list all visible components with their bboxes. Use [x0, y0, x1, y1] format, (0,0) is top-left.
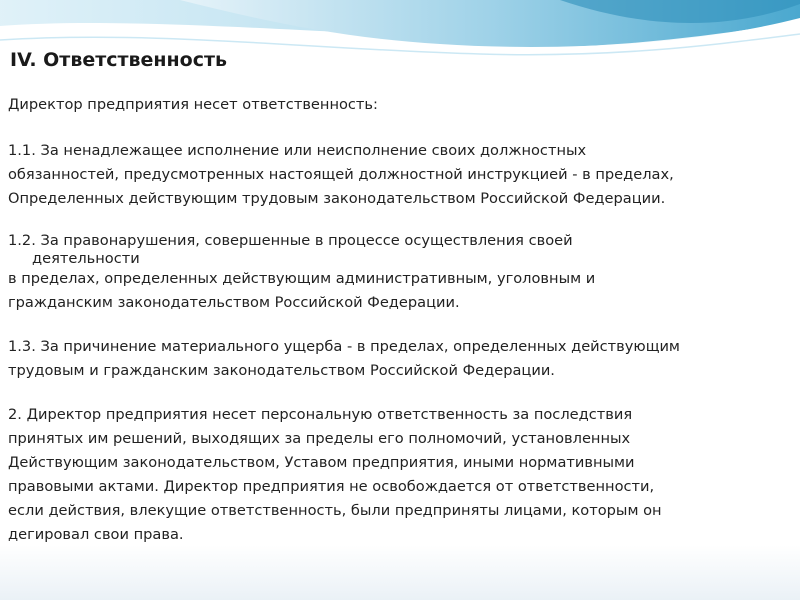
item-1-3-line: 1.3. За причинение материального ущерба - в пределах, определенных действующим: [8, 338, 680, 355]
item-1-2-line: гражданским законодательством Российской Федерации.: [8, 294, 460, 311]
slide-body: [8, 93, 798, 547]
item-1-1-line: обязанностей, предусмотренных настоящей должностной инструкцией - в пределах,: [8, 166, 674, 183]
item-2-line: правовыми актами. Директор предприятия не освобождается от ответственности,: [8, 478, 655, 495]
item-1-2-line: деятельности: [32, 250, 140, 267]
item-1-2-line: 1.2. За правонарушения, совершенные в процессе осуществления своей: [8, 232, 573, 249]
intro-text: Директор предприятия несет ответственность:: [8, 96, 378, 113]
item-2-line: 2. Директор предприятия несет персональную ответственность за последствия: [8, 406, 633, 423]
decorative-bottom-shade: [0, 545, 800, 600]
item-2-line: дегировал свои права.: [8, 526, 184, 543]
item-1-1-line: 1.1. За ненадлежащее исполнение или неисполнение своих должностных: [8, 142, 587, 159]
item-1-1-line: Определенных действующим трудовым законодательством Российской Федерации.: [8, 190, 666, 207]
item-2-line: принятых им решений, выходящих за пределы его полномочий, установленных: [8, 430, 631, 447]
item-1-2-line: в пределах, определенных действующим административным, уголовным и: [8, 270, 596, 287]
item-1-3-line: трудовым и гражданским законодательством Российской Федерации.: [8, 362, 555, 379]
slide-title: IV. Ответственность: [10, 49, 228, 71]
item-2-line: если действия, влекущие ответственность, были предприняты лицами, которым он: [8, 502, 662, 519]
item-2-line: Действующим законодательством, Уставом предприятия, иными нормативными: [8, 454, 635, 471]
